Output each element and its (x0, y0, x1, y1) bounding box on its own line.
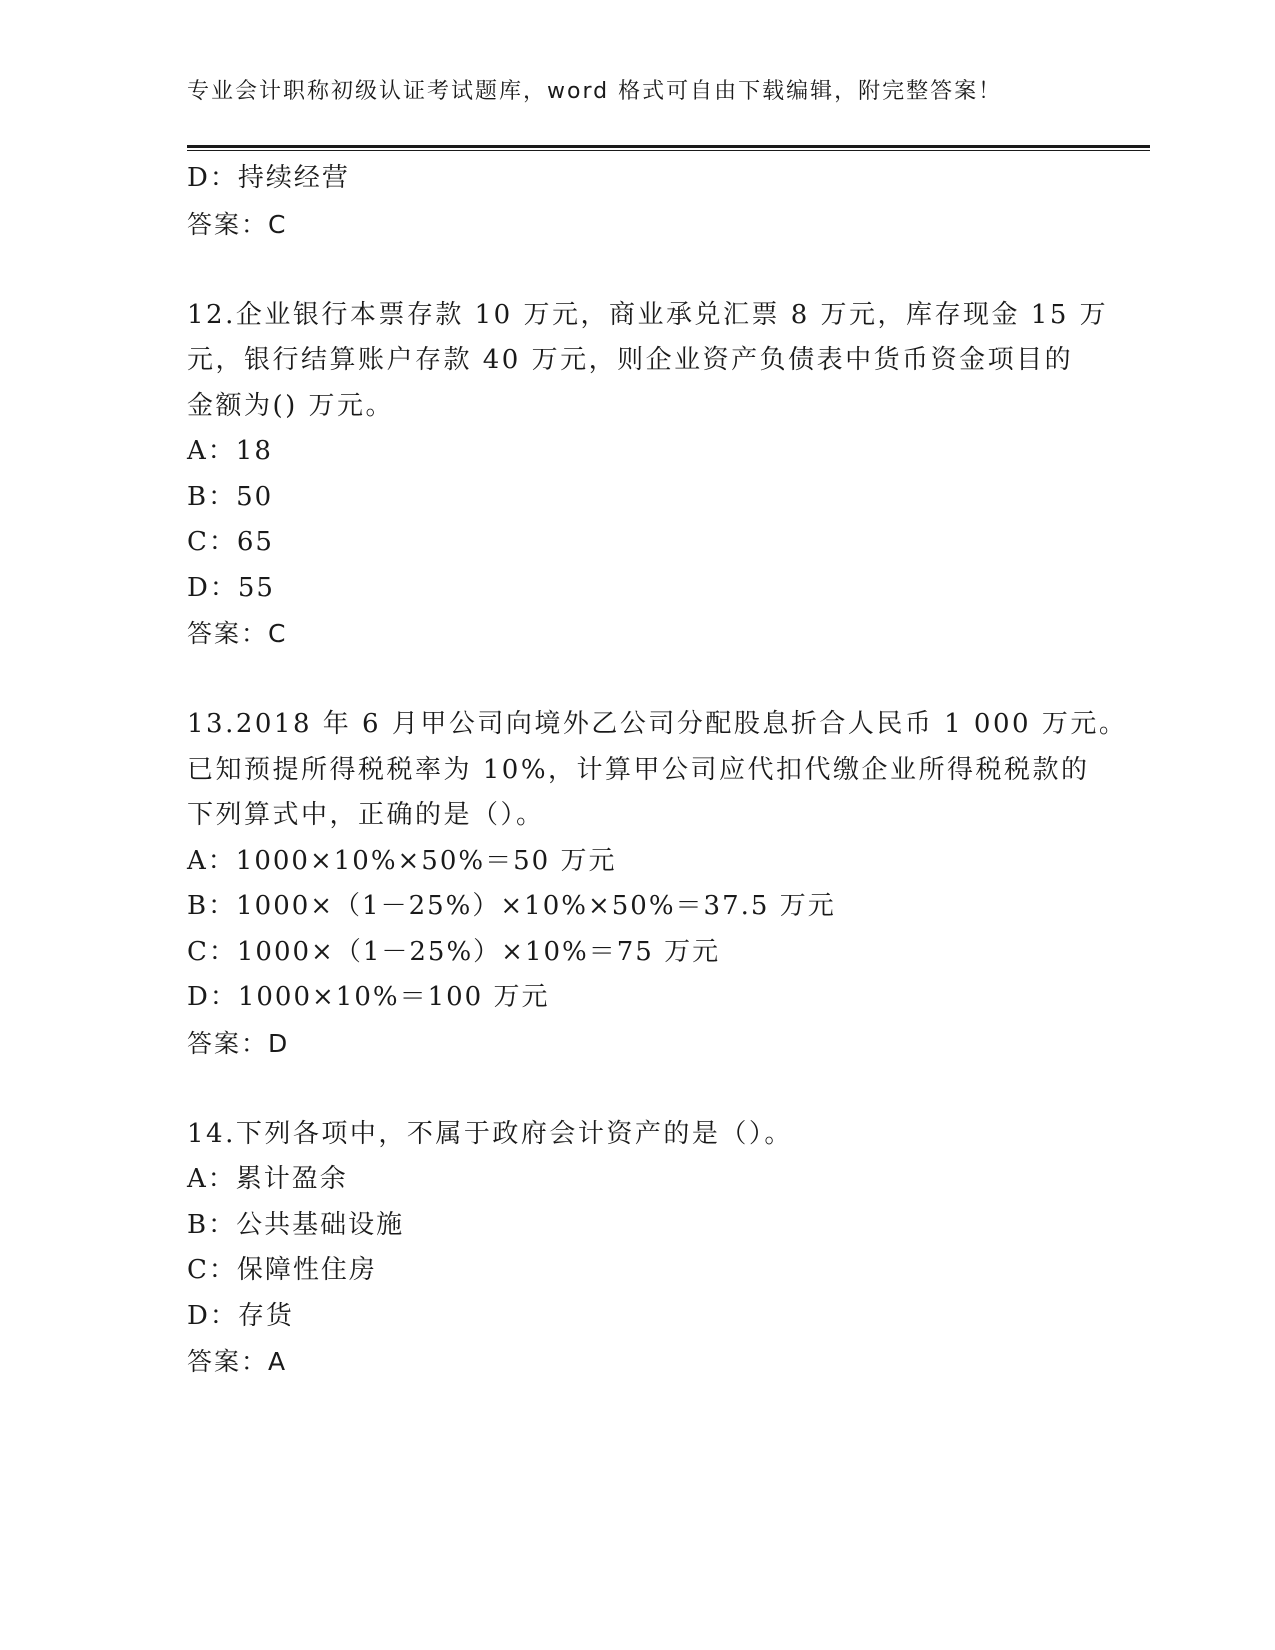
answer-line: 答案：C (187, 209, 288, 239)
option-b: B：公共基础设施 (187, 1209, 405, 1240)
option-b: B：1000×（1－25%）×10%×50%＝37.5 万元 (187, 891, 836, 921)
question-text-line: 下列算式中，正确的是（）。 (187, 800, 545, 830)
question-text-line: 元，银行结算账户存款 40 万元，则企业资产负债表中货币资金项目的 (187, 345, 1074, 375)
option-b: B：50 (187, 481, 274, 512)
option-c: C：保障性住房 (187, 1255, 377, 1285)
option-c: C：1000×（1－25%）×10%＝75 万元 (187, 936, 721, 967)
header-rule (187, 145, 1150, 148)
question-text-line: 12.企业银行本票存款 10 万元，商业承兑汇票 8 万元，库存现金 15 万 (187, 299, 1109, 330)
prev-question-tail (187, 156, 1087, 247)
option-a: A：1000×10%×50%＝50 万元 (187, 845, 617, 876)
option-d: D：55 (187, 572, 275, 603)
spacer (187, 657, 1087, 703)
option-c: C：65 (187, 527, 274, 557)
question-14 (187, 1112, 1087, 1385)
header-rule-thin (187, 150, 1150, 151)
answer-line: 答案：D (187, 1028, 290, 1058)
option-d: D：存货 (187, 1300, 294, 1331)
question-text-line: 14.下列各项中，不属于政府会计资产的是（）。 (187, 1118, 793, 1149)
question-text-line: 已知预提所得税税率为 10%，计算甲公司应代扣代缴企业所得税税款的 (187, 754, 1090, 785)
question-13 (187, 702, 1128, 1066)
page-header: 专业会计职称初级认证考试题库，word 格式可自由下载编辑，附完整答案！ (187, 79, 1003, 104)
option-a: A：累计盈余 (187, 1164, 348, 1194)
option-a: A：18 (187, 436, 273, 466)
spacer (187, 247, 1087, 293)
spacer (187, 1066, 1087, 1112)
question-text-line: 金额为() 万元。 (187, 390, 395, 421)
answer-line: 答案：C (187, 619, 288, 648)
question-list (187, 156, 1128, 1385)
option-d: D：持续经营 (187, 163, 350, 193)
answer-line: 答案：A (187, 1347, 288, 1376)
question-12 (187, 293, 1109, 657)
question-text-line: 13.2018 年 6 月甲公司向境外乙公司分配股息折合人民币 1 000 万元。 (187, 709, 1128, 739)
option-d: D：1000×10%＝100 万元 (187, 982, 550, 1012)
